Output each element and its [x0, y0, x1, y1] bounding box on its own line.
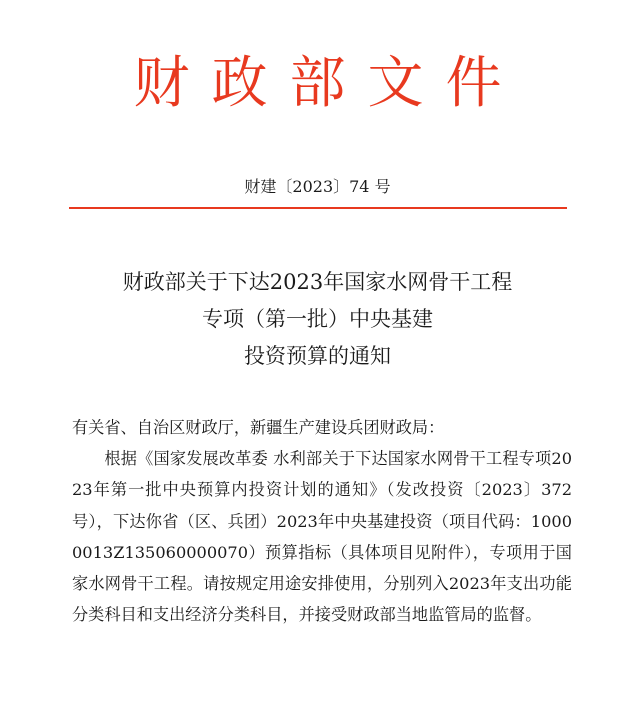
title-line-3: 投资预算的通知 [244, 344, 391, 368]
document-number: 财建〔2023〕74 号 [244, 177, 391, 196]
title-line-2: 专项（第一批）中央基建 [202, 307, 433, 331]
document-body [72, 412, 572, 630]
title-line-1: 财政部关于下达2023年国家水网骨干工程 [122, 270, 513, 294]
document-title [0, 264, 635, 375]
body-paragraph: 根据《国家发展改革委 水利部关于下达国家水网骨干工程专项2023年第一批中央预算内投资计划的通知》（发改投资〔2023〕372号），下达你省（区、兵团）2023年中央基建投资（项目代码：10000013Z135060000070）预算指标（具体项目见附件），专项用于国家水网骨干工程。请按规定用途安排使用，分别列入2023年支出功能分类科目和支出经济分类科目，并接受财政部当地监管局的监督。 [72, 449, 572, 625]
red-divider-line [69, 207, 567, 209]
salutation: 有关省、自治区财政厅，新疆生产建设兵团财政局： [72, 418, 445, 437]
document-masthead: 财政部文件 [133, 51, 524, 116]
